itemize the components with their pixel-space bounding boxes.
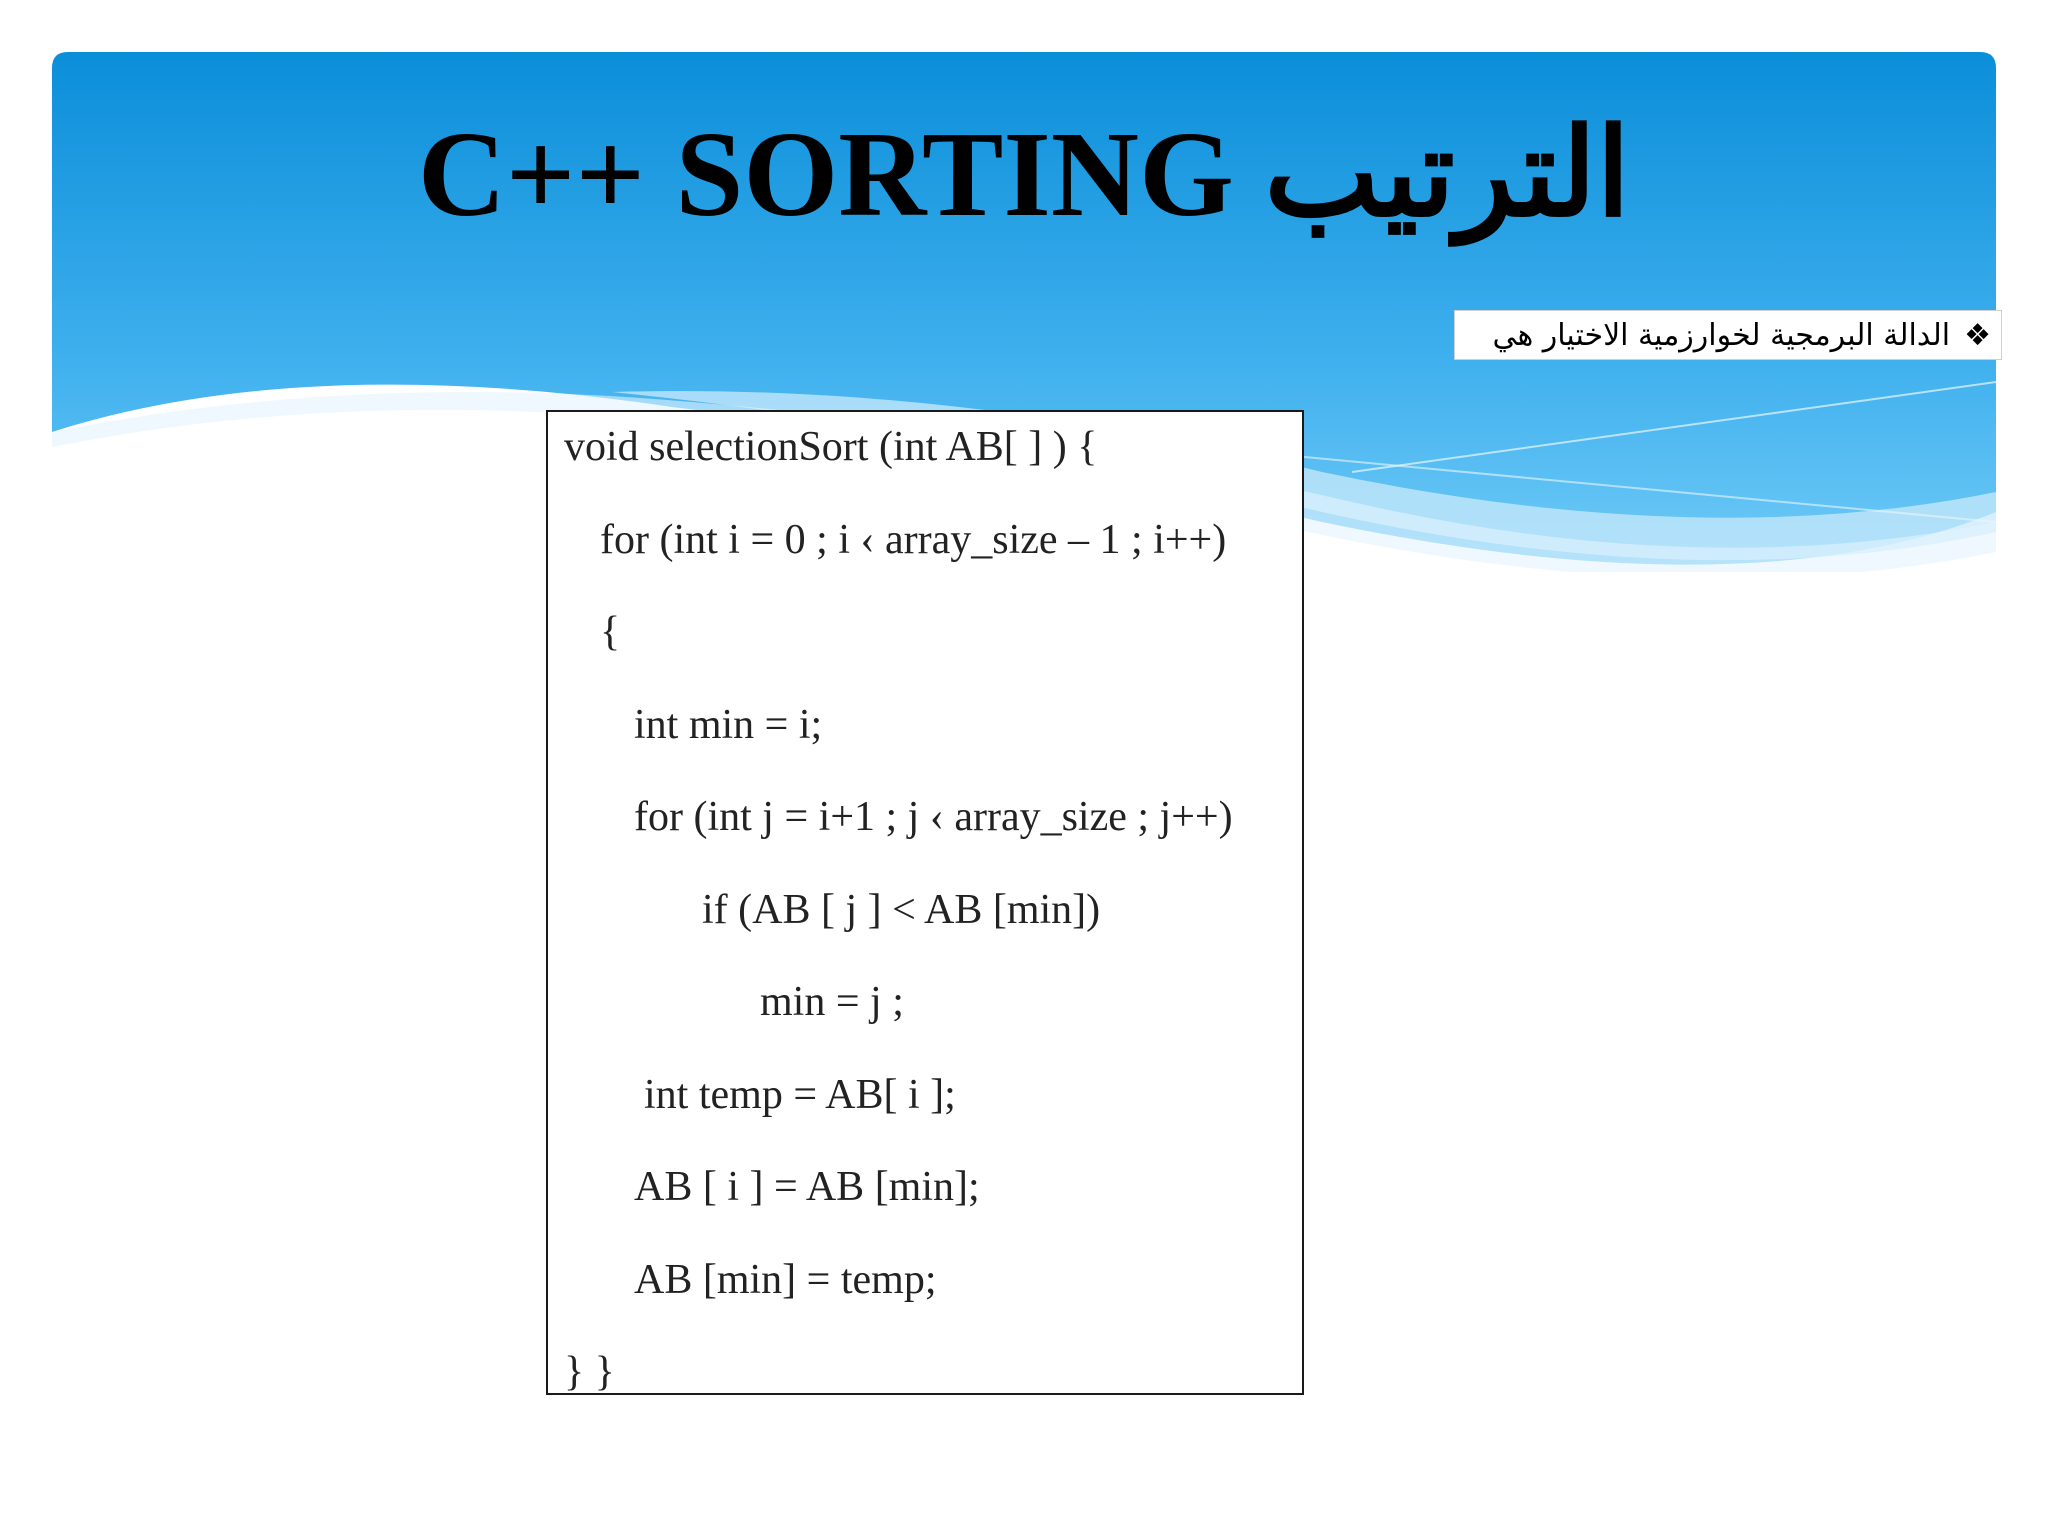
code-line: } } [564, 1349, 615, 1395]
slide-title: C++ SORTING الترتيب [417, 107, 1631, 242]
code-line: for (int j = i+1 ; j ‹ array_size ; j++) [634, 794, 1233, 840]
bullet-text-box [1454, 310, 2002, 360]
code-line: { [600, 609, 621, 655]
code-line: AB [min] = temp; [634, 1257, 937, 1303]
code-line: min = j ; [760, 979, 904, 1025]
code-line: int temp = AB[ i ]; [644, 1072, 956, 1118]
code-line: AB [ i ] = AB [min]; [634, 1164, 980, 1210]
code-line: for (int i = 0 ; i ‹ array_size – 1 ; i++) [600, 517, 1227, 563]
code-line: if (AB [ j ] < AB [min]) [702, 887, 1101, 933]
diamond-bullet-icon: ❖ [1964, 317, 1991, 353]
code-line: int min = i; [634, 702, 823, 748]
code-line: void selectionSort (int AB[ ] ) { [564, 424, 1098, 470]
code-listing-box [546, 410, 1304, 1395]
bullet-text: الدالة البرمجية لخوارزمية الاختيار هي [1492, 317, 1951, 353]
